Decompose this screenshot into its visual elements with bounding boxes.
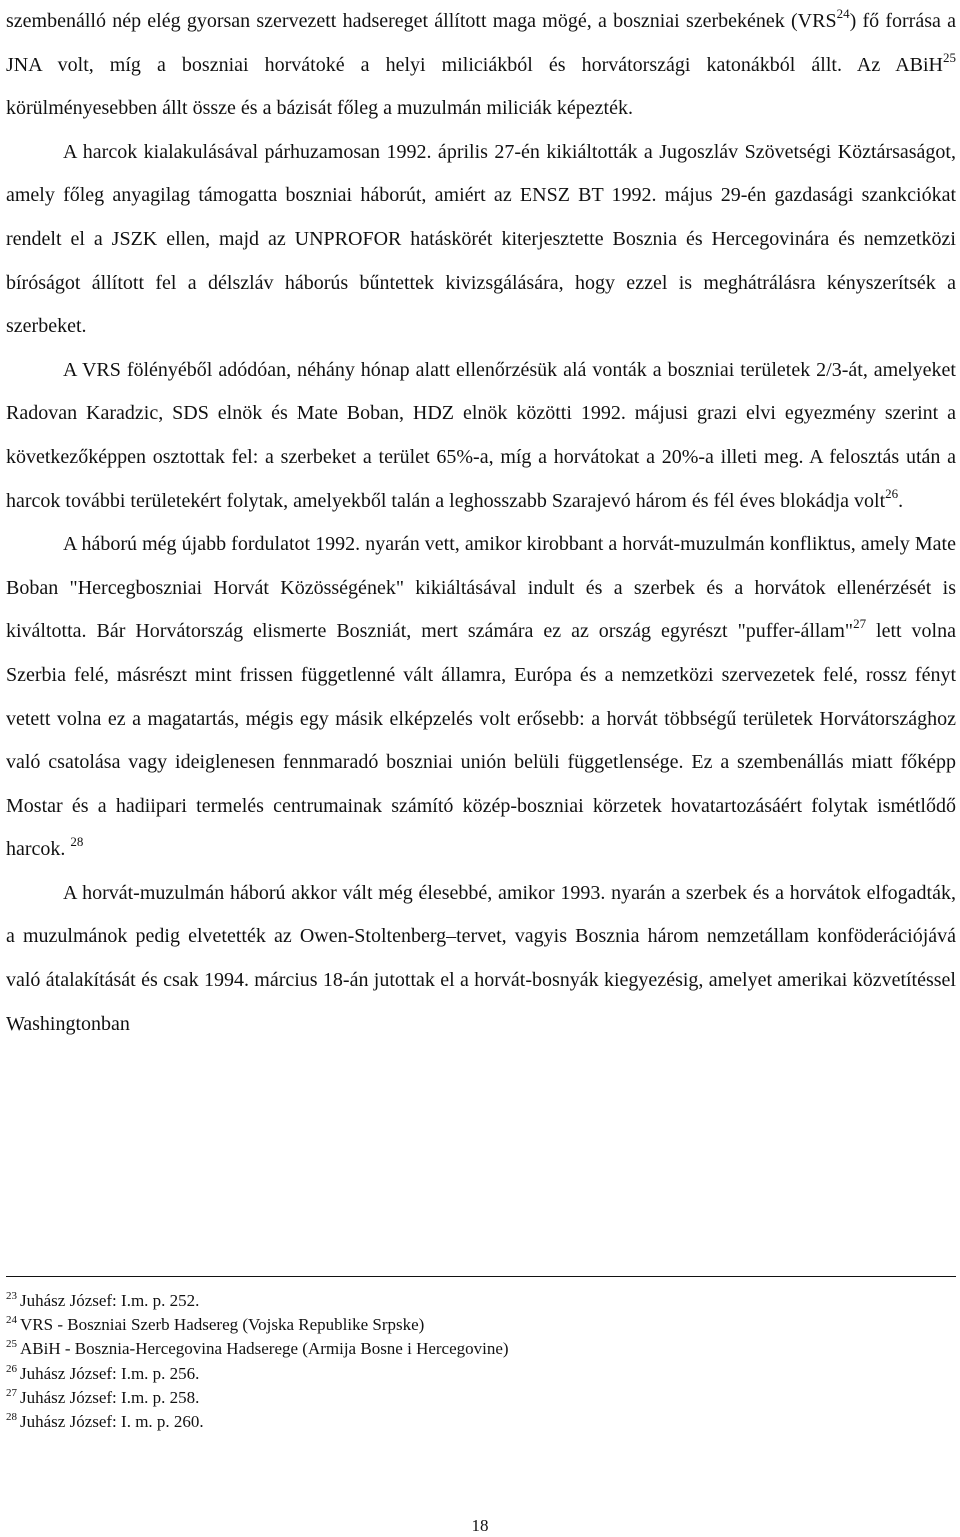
footnote xyxy=(6,1410,956,1434)
footnote-text: Juhász József: I.m. p. 256. xyxy=(20,1363,200,1383)
paragraph-text: ) fő forrása a JNA volt, míg a boszniai horvátoké a helyi miliciákból és horvátországi katonákból állt. Az ABiH xyxy=(6,10,956,76)
paragraph xyxy=(6,872,956,1046)
page-number: 18 xyxy=(471,1516,489,1535)
footnote-text: VRS - Boszniai Szerb Hadsereg (Vojska Republike Srpske) xyxy=(20,1315,425,1335)
footnotes xyxy=(6,1276,956,1434)
paragraph-text: lett volna Szerbia felé, másrészt mint frissen függetlenné vált államra, Európa és a nemzetközi szervezetek felé, rossz fényt vetett volna ez a magatartás, mégis egy másik elképzelés volt erősebb: a horvát többségű területek Horvátországhoz való csatolása vagy ideiglenesen fennmaradó boszniai unión belüli függetlensége. Ez a szembenállás miatt főképp Mostar és a hadiipari termelés centrumainak számító közép-boszniai körzetek hovatartozásáért folytak ismétlődő harcok. xyxy=(6,620,956,861)
body-text xyxy=(6,0,956,1046)
paragraph xyxy=(6,523,956,872)
footnote-number: 23 xyxy=(6,1290,17,1302)
paragraph-text: . xyxy=(898,489,904,512)
footnote-list xyxy=(6,1289,956,1434)
footnote-number: 27 xyxy=(6,1386,17,1399)
footnote-number: 25 xyxy=(6,1338,17,1351)
footnote xyxy=(6,1362,956,1386)
paragraph-text: A horvát-muzulmán háború akkor vált még élesebbé, amikor 1993. nyarán a szerbek és a horvátok elfogadták, a muzulmánok pedig elvetették az Owen-Stoltenberg–tervet, vagyis Bosznia három nemzetállam konföderációjává való átalakítását és csak 1994. március 18-án jutottak el a horvát-bosnyák kiegyezésig, amelyet amerikai közvetítéssel Washingtonban xyxy=(6,881,956,1035)
document-page xyxy=(6,0,956,1432)
footnote-number: 28 xyxy=(6,1411,17,1424)
footnote-number: 24 xyxy=(6,1314,17,1327)
footnote-text: Juhász József: I.m. p. 258. xyxy=(20,1387,200,1407)
paragraph-text: A háború még újabb fordulatot 1992. nyarán vett, amikor kirobbant a horvát-muzulmán konfliktus, amely Mate Boban "Hercegboszniai Horvát Közösségének" kikiáltásával indult és a szerbek és a horvátok ellenérzését is kiváltotta. Bár Horvátország elismerte Boszniát, mert számára ez az ország egyrészt "puffer-állam" xyxy=(6,533,956,643)
paragraph-text: A harcok kialakulásával párhuzamosan 1992. április 27-én kikiáltották a Jugoszláv Szövetségi Köztársaságot, amely főleg anyagilag támogatta boszniai háborút, amiért az ENSZ BT 1992. május 29-én gazdasági szankciókat rendelt el a JSZK ellen, majd az UNPROFOR hatáskörét kiterjesztette Bosznia és Hercegovinára és nemzetközi bíróságot állított fel a délszláv háborús bűntettek kivizsgálására, hogy ezzel is meghátrálásra kényszerítsék a szerbeket. xyxy=(6,140,956,338)
footnote xyxy=(6,1313,956,1337)
footnote-reference: 27 xyxy=(853,616,867,632)
footnote-reference: 28 xyxy=(70,834,84,850)
footnote xyxy=(6,1337,956,1361)
footnote-reference: 24 xyxy=(836,6,850,21)
footnote-reference: 26 xyxy=(885,485,899,501)
footnote-text: Juhász József: I.m. p. 252. xyxy=(20,1291,200,1310)
paragraph xyxy=(6,131,956,349)
paragraph xyxy=(6,349,956,523)
paragraph-text: körülményesebben állt össze és a bázisát főleg a muzulmán miliciák képezték. xyxy=(6,97,633,120)
paragraph-text: A VRS fölényéből adódóan, néhány hónap alatt ellenőrzésük alá vonták a boszniai területek 2/3-át, amelyeket Radovan Karadzic, SDS elnök és Mate Boban, HDZ elnök közötti 1992. májusi grazi elvi egyezmény szerint a következőképpen osztottak fel: a szerbeket a terület 65%-a, míg a horvátokat a 20%-a illeti meg. A felosztás után a harcok további területekért folytak, amelyekből talán a leghosszabb Szarajevó három és fél éves blokádja volt xyxy=(6,358,956,512)
paragraph xyxy=(6,0,956,131)
footnote-number: 26 xyxy=(6,1362,17,1375)
footnote xyxy=(6,1386,956,1410)
footnote-text: ABiH - Bosznia-Hercegovina Hadserege (Armija Bosne i Hercegovine) xyxy=(20,1339,509,1359)
footnote xyxy=(6,1289,956,1313)
footnote-text: Juhász József: I. m. p. 260. xyxy=(20,1412,204,1432)
paragraph-text: szembenálló nép elég gyorsan szervezett hadsereget állított maga mögé, a boszniai szerbekének (VRS xyxy=(6,10,837,32)
footnote-separator xyxy=(6,1276,956,1277)
footnote-reference: 25 xyxy=(943,49,956,65)
